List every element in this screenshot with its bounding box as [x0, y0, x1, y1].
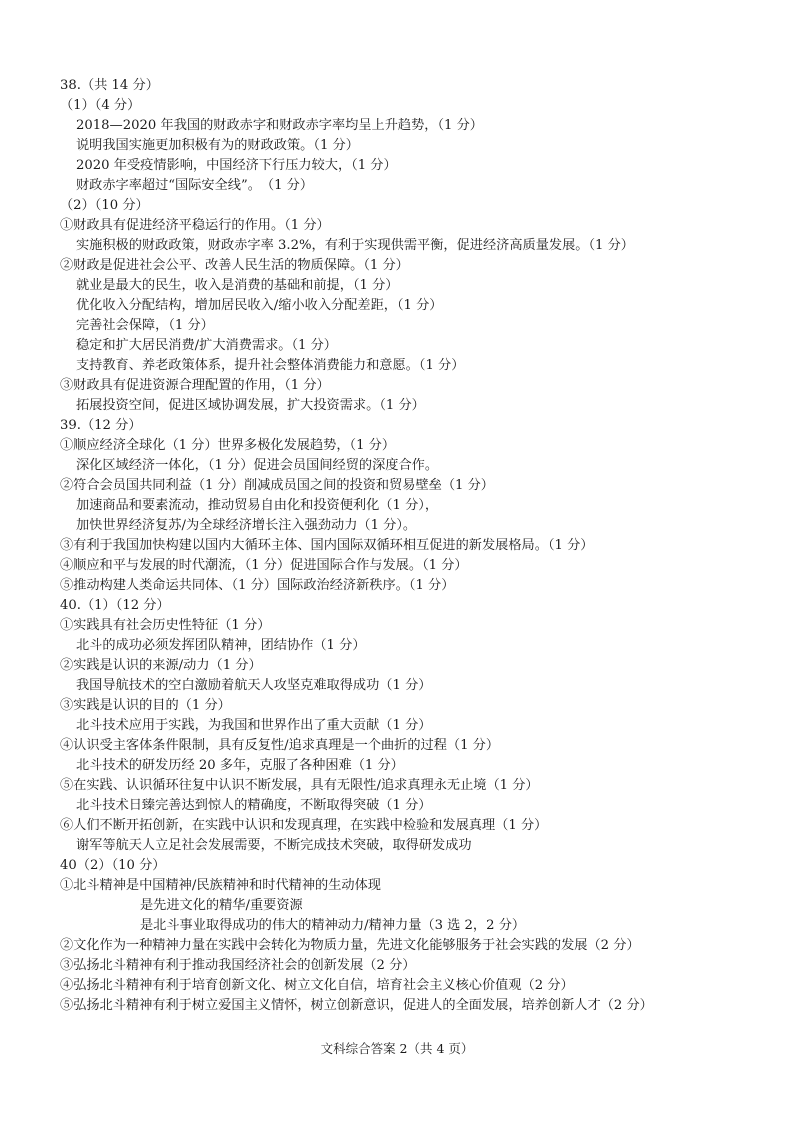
answer-line: ③弘扬北斗精神有利于推动我国经济社会的创新发展（2 分） — [60, 958, 416, 973]
answer-line: 拓展投资空间，促进区域协调发展，扩大投资需求。（1 分） — [76, 398, 425, 413]
answer-line: ④顺应和平与发展的时代潮流，（1 分）促进国际合作与发展。（1 分） — [60, 558, 468, 573]
answer-content — [60, 76, 750, 1016]
answer-line: ①财政具有促进经济平稳运行的作用。（1 分） — [60, 218, 330, 233]
answer-line: 深化区域经济一体化，（1 分）促进会员国间经贸的深度合作。 — [76, 458, 439, 473]
answer-line: 2020 年受疫情影响，中国经济下行压力较大，（1 分） — [76, 158, 397, 173]
answer-line: 实施积极的财政政策，财政赤字率 3.2%，有利于实现供需平衡，促进经济高质量发展。（1 分） — [76, 238, 634, 253]
page-footer: 文科综合答案 2（共 4 页） — [320, 1041, 474, 1056]
answer-line: 加速商品和要素流动，推动贸易自由化和投资便利化（1 分）， — [76, 498, 439, 513]
answer-line: ③有利于我国加快构建以国内大循环主体、国内国际双循环相互促进的新发展格局。（1 分） — [60, 538, 594, 553]
answer-line: 39.（12 分） — [60, 418, 142, 433]
answer-line: 北斗技术的研发历经 20 多年，克服了各种困难（1 分） — [76, 758, 404, 773]
answer-line: 就业是最大的民生，收入是消费的基础和前提，（1 分） — [76, 278, 399, 293]
answer-line: 谢军等航天人立足社会发展需要，不断完成技术突破，取得研发成功 — [76, 838, 472, 853]
answer-line: 财政赤字率超过“国际安全线”。 （1 分） — [76, 178, 314, 193]
answer-line: 支持教育、养老政策体系，提升社会整体消费能力和意愿。（1 分） — [76, 358, 465, 373]
answer-line: （1）（4 分） — [60, 98, 141, 113]
answer-line: ⑤在实践、认识循环往复中认识不断发展，具有无限性/追求真理永无止境（1 分） — [60, 778, 539, 793]
answer-line: 40（2）（10 分） — [60, 858, 166, 873]
answer-line: ②文化作为一种精神力量在实践中会转化为物质力量，先进文化能够服务于社会实践的发展（2 分） — [60, 938, 640, 953]
answer-line: ②实践是认识的来源/动力（1 分） — [60, 658, 262, 673]
answer-line: ⑤弘扬北斗精神有利于树立爱国主义情怀，树立创新意识，促进人的全面发展，培养创新人才（2 分） — [60, 998, 653, 1013]
answer-line: 北斗技术日臻完善达到惊人的精确度，不断取得突破（1 分） — [76, 798, 432, 813]
answer-line: 38.（共 14 分） — [60, 78, 159, 93]
answer-line: 北斗的成功必须发挥团队精神，团结协作（1 分） — [76, 638, 366, 653]
answer-line: 北斗技术应用于实践，为我国和世界作出了重大贡献（1 分） — [76, 718, 432, 733]
answer-line: （2）（10 分） — [60, 198, 149, 213]
answer-line: ③财政具有促进资源合理配置的作用，（1 分） — [60, 378, 330, 393]
answer-line: 我国导航技术的空白激励着航天人攻坚克难取得成功（1 分） — [76, 678, 432, 693]
answer-line: ④弘扬北斗精神有利于培育创新文化、树立文化自信，培育社会主义核心价值观（2 分） — [60, 978, 574, 993]
answer-line: 优化收入分配结构，增加居民收入/缩小收入分配差距，（1 分） — [76, 298, 443, 313]
answer-line: ④认识受主客体条件限制，具有反复性/追求真理是一个曲折的过程（1 分） — [60, 738, 500, 753]
answer-line: 是北斗事业取得成功的伟大的精神动力/精神力量（3 选 2，2 分） — [140, 918, 526, 933]
answer-line: ⑤推动构建人类命运共同体、（1 分）国际政治经济新秩序。（1 分） — [60, 578, 455, 593]
answer-line: ⑥人们不断开拓创新，在实践中认识和发现真理，在实践中检验和发展真理（1 分） — [60, 818, 548, 833]
answer-line: 加快世界经济复苏/为全球经济增长注入强劲动力（1 分）。 — [76, 518, 417, 533]
answer-line: 40.（1）（12 分） — [60, 598, 170, 613]
answer-line: 2018—2020 年我国的财政赤字和财政赤字率均呈上升趋势，（1 分） — [76, 118, 483, 133]
answer-line: ②财政是促进社会公平、改善人民生活的物质保障。（1 分） — [60, 258, 409, 273]
answer-line: ②符合会员国共同利益（1 分）削减成员国之间的投资和贸易壁垒（1 分） — [60, 478, 494, 493]
answer-line: 说明我国实施更加积极有为的财政政策。（1 分） — [76, 138, 359, 153]
answer-line: 完善社会保障，（1 分） — [76, 318, 214, 333]
answer-line: ③实践是认识的目的（1 分） — [60, 698, 231, 713]
answer-line: 稳定和扩大居民消费/扩大消费需求。（1 分） — [76, 338, 337, 353]
answer-line: ①顺应经济全球化（1 分）世界多极化发展趋势，（1 分） — [60, 438, 396, 453]
answer-line: 是先进文化的精华/重要资源 — [140, 898, 303, 913]
answer-line: ①北斗精神是中国精神/民族精神和时代精神的生动体现 — [60, 878, 381, 893]
answer-line: ①实践具有社会历史性特征（1 分） — [60, 618, 271, 633]
